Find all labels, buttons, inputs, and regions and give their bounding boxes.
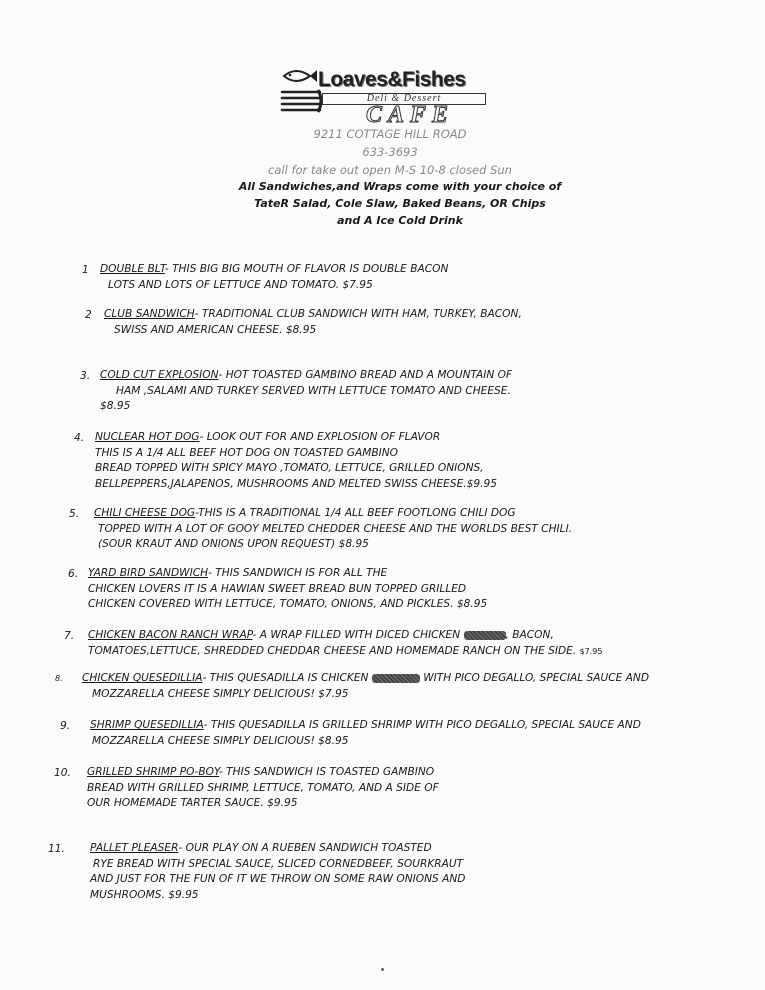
item-name: DOUBLE BLT	[100, 263, 165, 275]
item-number: 3.	[80, 370, 91, 382]
item-name: PALLET PLEASER	[90, 842, 179, 854]
item-name: COLD CUT EXPLOSION	[100, 369, 219, 381]
item-name: CHICKEN BACON RANCH WRAP	[88, 629, 253, 641]
menu-item-yard-bird-sandwich: YARD BIRD SANDWICH- THIS SANDWICH IS FOR ALL THE CHICKEN LOVERS IT IS A HAWIAN SWEET BREAD BUN TOPPED GRILLED CHICKEN COVERED WITH LETTUCE, TOMATO, ONIONS, AND PICKLES. $8.95	[88, 567, 488, 610]
fish-icon	[282, 68, 318, 84]
speck	[381, 968, 384, 971]
hours: call for take out open M-S 10-8 closed Sun	[268, 163, 512, 177]
item-number: 2	[85, 309, 92, 321]
menu-item-club-sandwich: CLUB SANDWICH- TRADITIONAL CLUB SANDWICH WITH HAM, TURKEY, BACON, SWISS AND AMERICAN CHEESE. $8.95	[104, 308, 522, 336]
item-number: 7.	[64, 630, 75, 642]
item-number: 11.	[48, 843, 65, 855]
item-number: 5.	[69, 508, 80, 520]
menu-item-cold-cut-explosion: COLD CUT EXPLOSION- HOT TOASTED GAMBINO BREAD AND A MOUNTAIN OF HAM ,SALAMI AND TURKEY SERVED WITH LETTUCE TOMATO AND CHEESE. $8.95	[100, 369, 513, 412]
item-name: YARD BIRD SANDWICH	[88, 567, 209, 579]
item-name: CHICKEN QUESEDILLIA	[82, 672, 203, 684]
menu-item-chicken-bacon-ranch-wrap: CHICKEN BACON RANCH WRAP- A WRAP FILLED WITH DICED CHICKEN , BACON, TOMATOES,LETTUCE, SHREDDED CHEDDAR CHEESE AND HOMEMADE RANCH ON THE SIDE. $7.95	[88, 629, 603, 657]
menu-item-chili-cheese-dog: CHILI CHEESE DOG-THIS IS A TRADITIONAL 1/4 ALL BEEF FOOTLONG CHILI DOG TOPPED WITH A LOT OF GOOY MELTED CHEDDER CHEESE AND THE WORLDS BEST CHILI. (SOUR KRAUT AND ONIONS UPON REQUEST) $8.95	[94, 507, 573, 550]
cafe-logo	[280, 66, 490, 128]
item-number: 8.	[55, 674, 63, 683]
item-number: 9.	[60, 720, 71, 732]
address: 9211 COTTAGE HILL ROAD	[313, 127, 467, 141]
phone: 633-3693	[362, 145, 418, 159]
item-number: 4.	[74, 432, 85, 444]
logo-cafe: CAFE	[365, 102, 455, 128]
menu-item-shrimp-quesedillia: SHRIMP QUESEDILLIA- THIS QUESADILLA IS GRILLED SHRIMP WITH PICO DEGALLO, SPECIAL SAUCE AND MOZZARELLA CHEESE SIMPLY DELICIOUS! $8.95	[90, 719, 641, 747]
menu-item-double-blt: DOUBLE BLT- THIS BIG BIG MOUTH OF FLAVOR IS DOUBLE BACON LOTS AND LOTS OF LETTUCE AND TOMATO. $7.95	[100, 263, 449, 291]
menu-item-pallet-pleaser: PALLET PLEASER- OUR PLAY ON A RUEBEN SANDWICH TOASTED RYE BREAD WITH SPECIAL SAUCE, SLICED CORNEDBEEF, SOURKRAUT AND JUST FOR THE FUN OF IT WE THROW ON SOME RAW ONIONS AND MUSHROOMS. $9.95	[90, 842, 466, 901]
redaction-mark	[464, 631, 506, 640]
menu-item-nuclear-hot-dog: NUCLEAR HOT DOG- LOOK OUT FOR AND EXPLOSION OF FLAVOR THIS IS A 1/4 ALL BEEF HOT DOG ON TOASTED GAMBINO BREAD TOPPED WITH SPICY MAYO ,TOMATO, LETTUCE, GRILLED ONIONS, BELLPEPPERS,JALAPENOS, MUSHROOMS AND MELTED SWISS CHEESE.$9.95	[95, 431, 497, 490]
menu-item-grilled-shrimp-po-boy: GRILLED SHRIMP PO-BOY- THIS SANDWICH IS TOASTED GAMBINO BREAD WITH GRILLED SHRIMP, LETTUCE, TOMATO, AND A SIDE OF OUR HOMEMADE TARTER SAUCE. $9.95	[87, 766, 439, 809]
logo-banner: Deli & Dessert	[322, 93, 486, 105]
redaction-mark	[372, 674, 420, 683]
item-name: SHRIMP QUESEDILLIA	[90, 719, 204, 731]
item-number: 1	[82, 264, 89, 276]
item-number: 6.	[68, 568, 79, 580]
item-name: GRILLED SHRIMP PO-BOY	[87, 766, 219, 778]
menu-item-chicken-quesedillia: CHICKEN QUESEDILLIA- THIS QUESADILLA IS CHICKEN WITH PICO DEGALLO, SPECIAL SAUCE AND MOZZARELLA CHEESE SIMPLY DELICIOUS! $7.95	[82, 672, 650, 700]
item-number: 10.	[54, 767, 71, 779]
item-name: CHILI CHEESE DOG	[94, 507, 196, 519]
item-name: NUCLEAR HOT DOG	[95, 431, 200, 443]
sides-line-1: All Sandwiches,and Wraps come with your choice of	[238, 180, 562, 193]
item-name: CLUB SANDWICH	[104, 308, 195, 320]
logo-name: Loaves&Fishes	[318, 68, 466, 91]
sides-line-3: and A Ice Cold Drink	[337, 214, 463, 227]
sides-line-2: TateR Salad, Cole Slaw, Baked Beans, OR Chips	[254, 197, 546, 210]
